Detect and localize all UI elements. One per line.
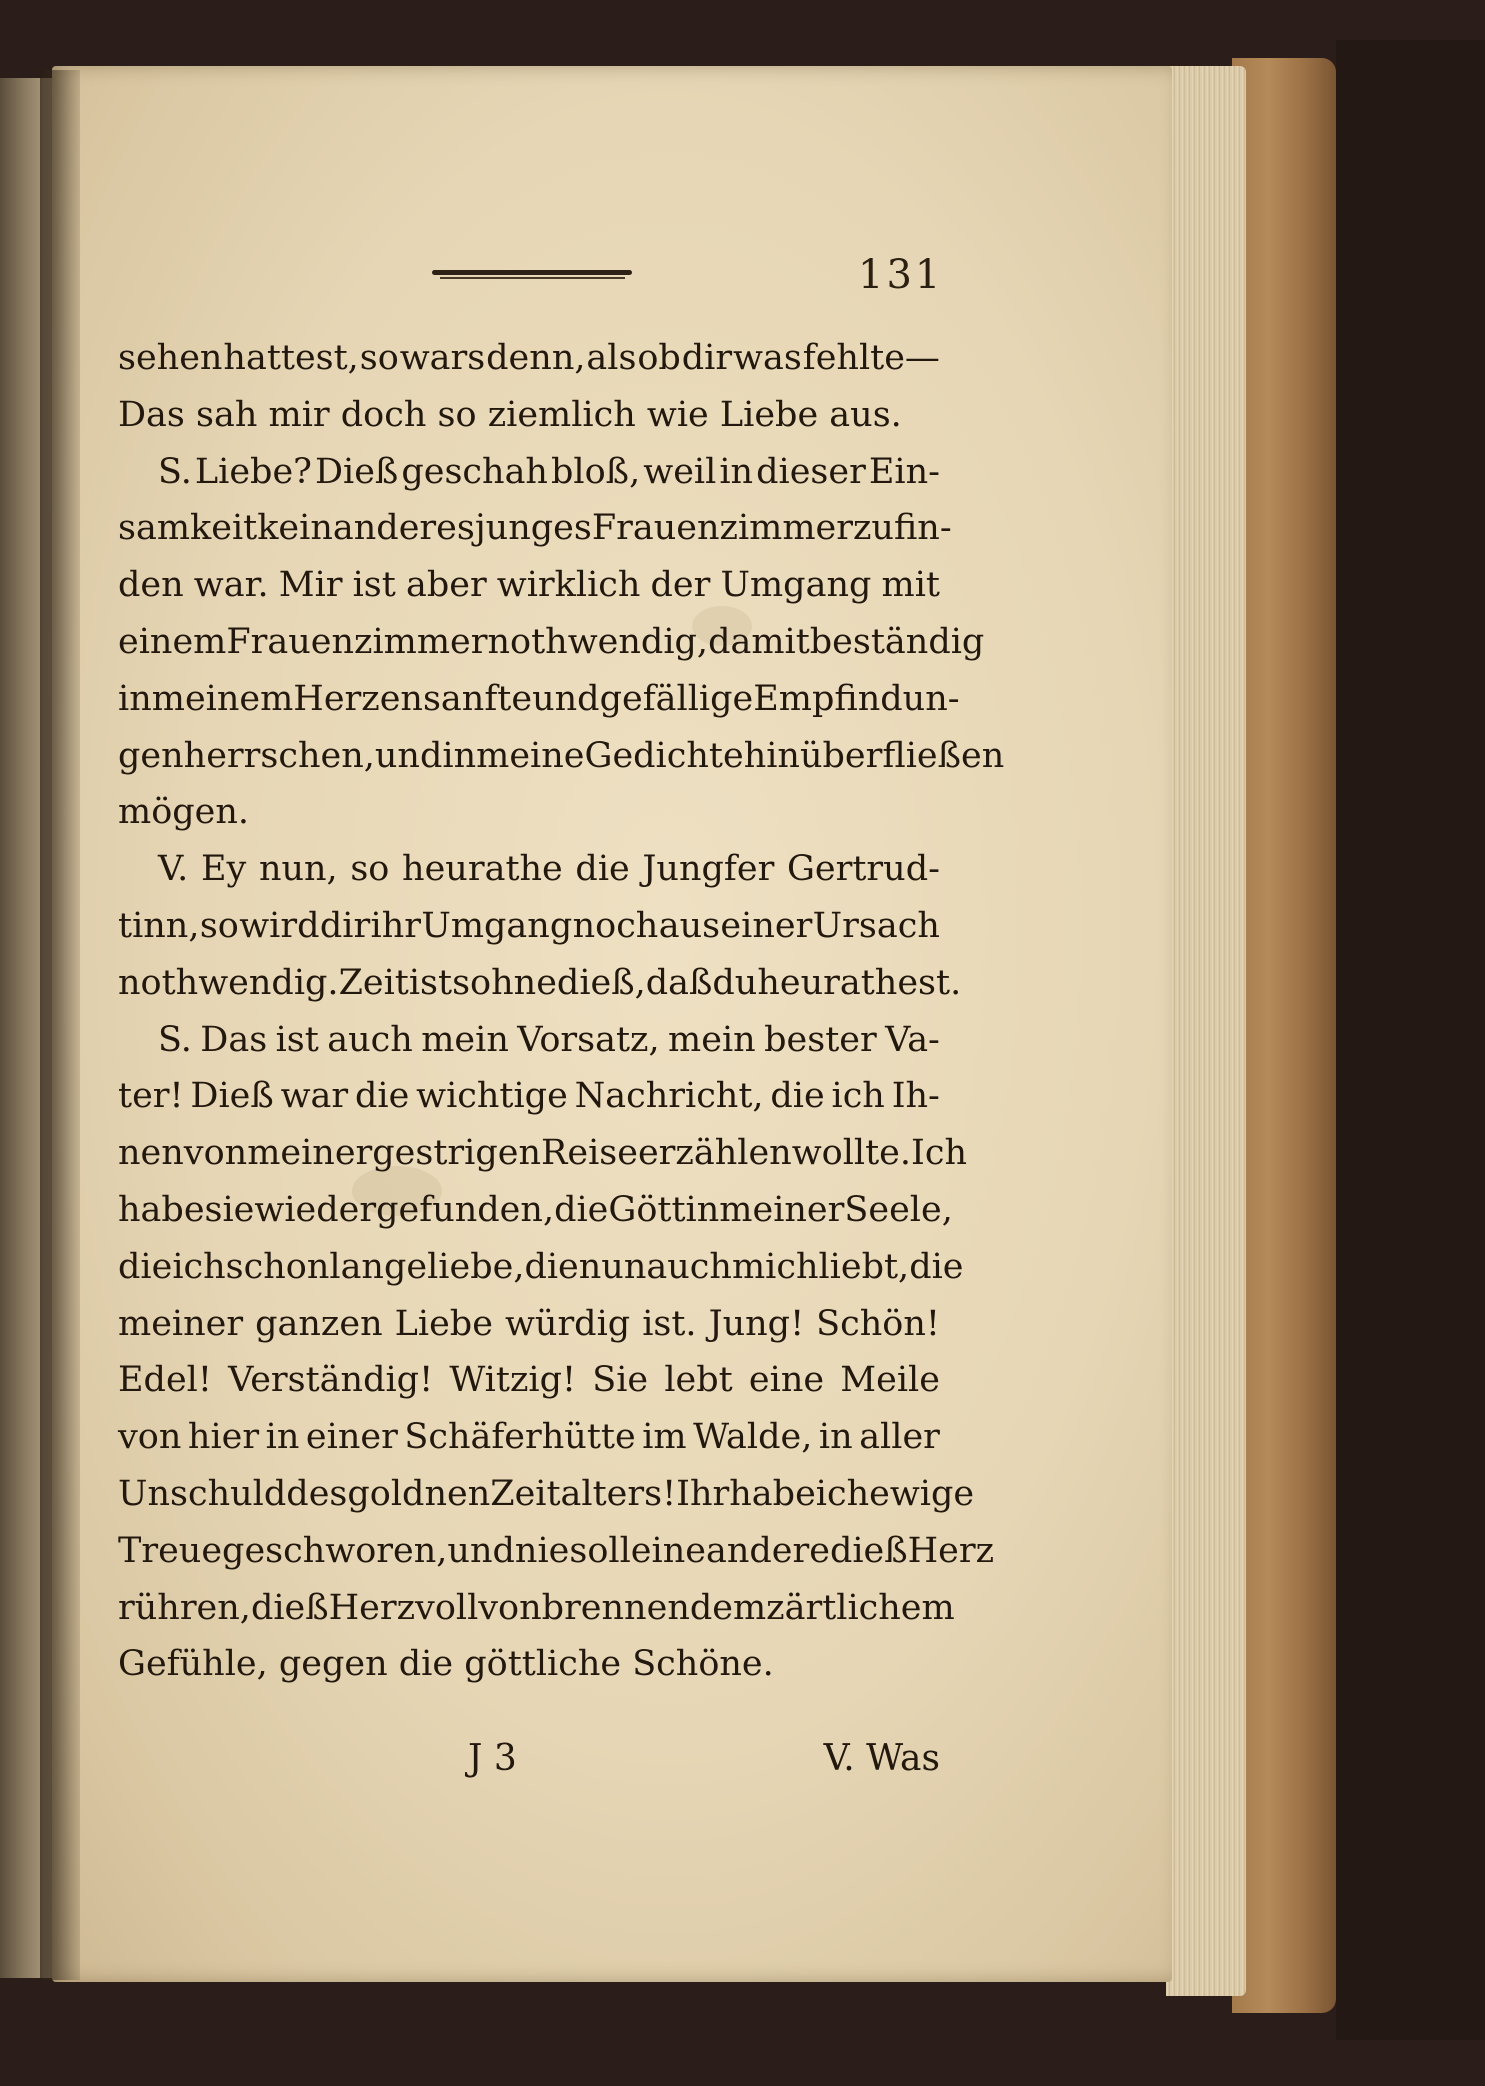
- word: Göttin: [608, 1189, 720, 1230]
- word: beständig: [809, 621, 985, 662]
- word: im: [642, 1417, 687, 1458]
- word: denn,: [486, 338, 586, 378]
- word: Das: [200, 1019, 268, 1060]
- background-shadow: [1336, 40, 1485, 2040]
- word: auch: [327, 1019, 413, 1060]
- word: Schäferhütte: [404, 1417, 636, 1458]
- page-number: 131: [858, 252, 944, 298]
- word: mir: [268, 394, 341, 435]
- text-line: [118, 1182, 953, 1239]
- word: dir: [681, 338, 733, 378]
- word: Frauenzimmer: [591, 508, 853, 549]
- word: Liebe: [719, 394, 830, 435]
- word: anderes: [332, 508, 475, 549]
- text-line: [118, 1523, 995, 1580]
- word: soll: [569, 1530, 631, 1571]
- word: Vorsatz,: [517, 1019, 660, 1060]
- word: mit: [881, 565, 940, 606]
- word: tinn,: [118, 905, 200, 946]
- word: Dieß: [314, 451, 399, 492]
- text-line: [118, 1352, 940, 1409]
- word: Ein-: [868, 451, 940, 492]
- word: Edel!: [118, 1360, 212, 1401]
- book-cover: [1232, 58, 1336, 2013]
- word: meiner: [719, 1189, 845, 1230]
- word: so: [359, 338, 399, 378]
- word: war.: [193, 565, 269, 606]
- word: nothwendig,: [487, 621, 709, 662]
- word: die: [118, 1246, 173, 1287]
- word: eine: [748, 1360, 825, 1401]
- word: heurathe: [402, 849, 563, 890]
- text-line: [118, 1068, 940, 1125]
- text-line: [118, 557, 940, 614]
- word: Frauenzimmer: [226, 621, 488, 662]
- word: aus: [658, 905, 721, 946]
- word: kein: [257, 508, 333, 549]
- word: ohnedieß,: [470, 962, 646, 1003]
- word: daß: [645, 962, 713, 1003]
- word: samkeit: [118, 508, 258, 549]
- word: meinem: [151, 678, 294, 719]
- text-line: [118, 387, 940, 444]
- word: Jung!: [708, 1303, 805, 1344]
- word: gen: [118, 735, 184, 776]
- page-footer: [118, 1738, 940, 1788]
- word: göttliche: [464, 1644, 633, 1685]
- word: mögen.: [118, 792, 250, 833]
- word: S.: [158, 451, 192, 492]
- word: wirklich: [496, 565, 641, 606]
- header-rule-thick: [432, 270, 632, 275]
- word: mein: [668, 1019, 756, 1060]
- word: nen: [118, 1133, 184, 1174]
- word: einer: [720, 905, 813, 946]
- word: des: [286, 1473, 348, 1514]
- word: brennendem: [541, 1587, 767, 1628]
- word: eine: [630, 1530, 706, 1571]
- text-line: [118, 841, 940, 898]
- word: lange: [329, 1246, 428, 1287]
- word: junges: [474, 508, 592, 549]
- word: mein: [421, 1019, 509, 1060]
- word: hinüberfließen: [743, 735, 1005, 776]
- text-line: [118, 1012, 940, 1069]
- word: auch: [646, 1246, 732, 1287]
- word: Gefühle,: [118, 1644, 279, 1685]
- word: so: [199, 905, 239, 946]
- word: von: [478, 1587, 542, 1628]
- word: meine: [476, 735, 585, 776]
- text-line: [118, 1636, 940, 1693]
- word: der: [650, 565, 711, 606]
- word: Schöne.: [632, 1644, 774, 1685]
- word: nothwendig.: [118, 962, 339, 1003]
- word: doch: [340, 394, 438, 435]
- word: Herz: [907, 1530, 995, 1571]
- word: sah: [196, 394, 269, 435]
- word: erzählen: [637, 1133, 792, 1174]
- text-line: [118, 330, 940, 387]
- word: Umgang: [421, 905, 573, 946]
- word: Umgang: [720, 565, 872, 606]
- word: wieder: [254, 1189, 377, 1230]
- word: und: [447, 1530, 515, 1571]
- word: nie: [514, 1530, 570, 1571]
- word: in: [118, 678, 152, 719]
- text-line: [118, 1296, 940, 1353]
- word: Walde,: [693, 1417, 813, 1458]
- text-line: [118, 500, 952, 557]
- word: ist: [352, 565, 396, 606]
- word: die: [354, 1076, 410, 1117]
- word: Jungfer: [642, 849, 775, 890]
- text-line: [118, 1466, 975, 1523]
- word: fin-: [893, 508, 952, 549]
- word: goldnen: [347, 1473, 491, 1514]
- word: meiner: [118, 1303, 244, 1344]
- word: zärtlichem: [766, 1587, 955, 1628]
- word: Liebe?: [194, 451, 312, 492]
- word: Gertrud-: [786, 849, 940, 890]
- word: dieser: [756, 451, 866, 492]
- word: die: [524, 1246, 579, 1287]
- body-text: [118, 330, 1005, 1693]
- word: liebe,: [427, 1246, 525, 1287]
- word: ist: [275, 1019, 319, 1060]
- word: du: [712, 962, 758, 1003]
- word: andere: [705, 1530, 830, 1571]
- word: bloß,: [551, 451, 641, 492]
- word: V.: [158, 849, 189, 890]
- word: ter!: [118, 1076, 184, 1117]
- word: noch: [572, 905, 659, 946]
- word: herrschen,: [183, 735, 375, 776]
- word: geschah: [401, 451, 548, 492]
- text-line: [118, 614, 985, 671]
- catchword: V. Was: [823, 1738, 940, 1779]
- word: in: [719, 451, 754, 492]
- word: bester: [764, 1019, 877, 1060]
- word: S.: [158, 1019, 192, 1060]
- word: Ich: [911, 1133, 968, 1174]
- word: Verständig!: [228, 1360, 434, 1401]
- word: dieß: [250, 1587, 329, 1628]
- word: und: [532, 678, 600, 719]
- word: einem: [118, 621, 227, 662]
- word: dir: [319, 905, 371, 946]
- word: Das: [118, 394, 197, 435]
- word: die: [554, 1189, 609, 1230]
- word: Empfindun-: [753, 678, 960, 719]
- word: sanfte: [422, 678, 533, 719]
- word: Ihr: [676, 1473, 730, 1514]
- word: Ey: [200, 849, 247, 890]
- word: lebt: [664, 1360, 733, 1401]
- word: einer: [305, 1417, 398, 1458]
- word: hier: [187, 1417, 260, 1458]
- word: aller: [859, 1417, 940, 1458]
- word: wird: [239, 905, 320, 946]
- header-ornament-rule: [430, 270, 635, 280]
- word: ich: [831, 1076, 885, 1117]
- word: Nachricht,: [574, 1076, 764, 1117]
- word: würdig: [504, 1303, 631, 1344]
- word: nun: [578, 1246, 647, 1287]
- word: die: [575, 849, 630, 890]
- word: ob: [637, 338, 681, 378]
- word: den: [118, 565, 184, 606]
- word: nun,: [258, 849, 338, 890]
- word: ist.: [642, 1303, 697, 1344]
- word: Mir: [278, 565, 343, 606]
- word: als: [586, 338, 637, 378]
- word: Herzen: [293, 678, 423, 719]
- word: in: [265, 1417, 300, 1458]
- word: ewige: [869, 1473, 975, 1514]
- word: und: [374, 735, 443, 776]
- word: gegen: [278, 1644, 399, 1685]
- word: ihr: [370, 905, 421, 946]
- word: Seele,: [844, 1189, 953, 1230]
- word: Sie: [592, 1360, 649, 1401]
- word: in: [818, 1417, 853, 1458]
- word: Zeit: [338, 962, 409, 1003]
- text-line: [118, 1239, 964, 1296]
- word: schon: [225, 1246, 330, 1287]
- word: hattest,: [223, 338, 359, 378]
- word: weil: [643, 451, 717, 492]
- word: Meile: [840, 1360, 940, 1401]
- word: aus.: [829, 394, 902, 435]
- text-line: [118, 898, 940, 955]
- word: heurathest.: [757, 962, 962, 1003]
- word: so: [350, 849, 390, 890]
- word: ich: [172, 1246, 226, 1287]
- word: wollte.: [791, 1133, 912, 1174]
- word: gestrigen: [372, 1133, 542, 1174]
- signature-mark: J 3: [468, 1738, 517, 1779]
- word: die: [398, 1644, 465, 1685]
- word: habe: [729, 1473, 816, 1514]
- word: Reise: [541, 1133, 638, 1174]
- word: die: [909, 1246, 964, 1287]
- word: Zeitalters!: [490, 1473, 677, 1514]
- word: geschworen,: [222, 1530, 448, 1571]
- word: meiner: [247, 1133, 373, 1174]
- word: wie: [646, 394, 720, 435]
- text-line: [118, 671, 960, 728]
- page-block-edges: [1166, 66, 1246, 1996]
- word: zu: [852, 508, 894, 549]
- word: sie: [204, 1189, 255, 1230]
- word: Liebe: [394, 1303, 493, 1344]
- header-rule-thin: [440, 277, 625, 279]
- word: wichtige: [416, 1076, 568, 1117]
- word: war: [280, 1076, 349, 1117]
- word: die: [770, 1076, 825, 1117]
- text-line: [118, 1409, 940, 1466]
- word: ganzen: [255, 1303, 383, 1344]
- text-line: [118, 784, 940, 841]
- word: gefunden,: [376, 1189, 555, 1230]
- word: aber: [405, 565, 487, 606]
- word: Ih-: [891, 1076, 940, 1117]
- word: von: [183, 1133, 248, 1174]
- word: ziemlich: [487, 394, 647, 435]
- word: ists: [408, 962, 471, 1003]
- word: was: [733, 338, 802, 378]
- word: wars: [399, 338, 486, 378]
- text-line: [118, 728, 1005, 785]
- word: in: [442, 735, 477, 776]
- word: fehlte—: [802, 338, 940, 378]
- word: damit: [708, 621, 810, 662]
- word: Va-: [885, 1019, 940, 1060]
- word: mich: [731, 1246, 819, 1287]
- word: voll: [415, 1587, 479, 1628]
- word: dieß: [829, 1530, 908, 1571]
- text-line: [118, 1125, 968, 1182]
- word: Herz: [328, 1587, 416, 1628]
- word: Witzig!: [449, 1360, 577, 1401]
- text-line: [118, 1580, 955, 1637]
- word: Dieß: [190, 1076, 274, 1117]
- word: rühren,: [118, 1587, 251, 1628]
- word: liebt,: [818, 1246, 910, 1287]
- text-line: [118, 444, 940, 501]
- word: Gedichte: [584, 735, 744, 776]
- word: Schön!: [816, 1303, 940, 1344]
- word: so: [437, 394, 488, 435]
- word: sehen: [118, 338, 223, 378]
- word: habe: [118, 1189, 205, 1230]
- word: von: [118, 1417, 182, 1458]
- word: Unschuld: [118, 1473, 287, 1514]
- word: ich: [815, 1473, 870, 1514]
- word: gefällige: [599, 678, 754, 719]
- gutter-shadow: [40, 70, 80, 1980]
- text-line: [118, 955, 962, 1012]
- word: Treue: [118, 1530, 223, 1571]
- word: Ursach: [812, 905, 940, 946]
